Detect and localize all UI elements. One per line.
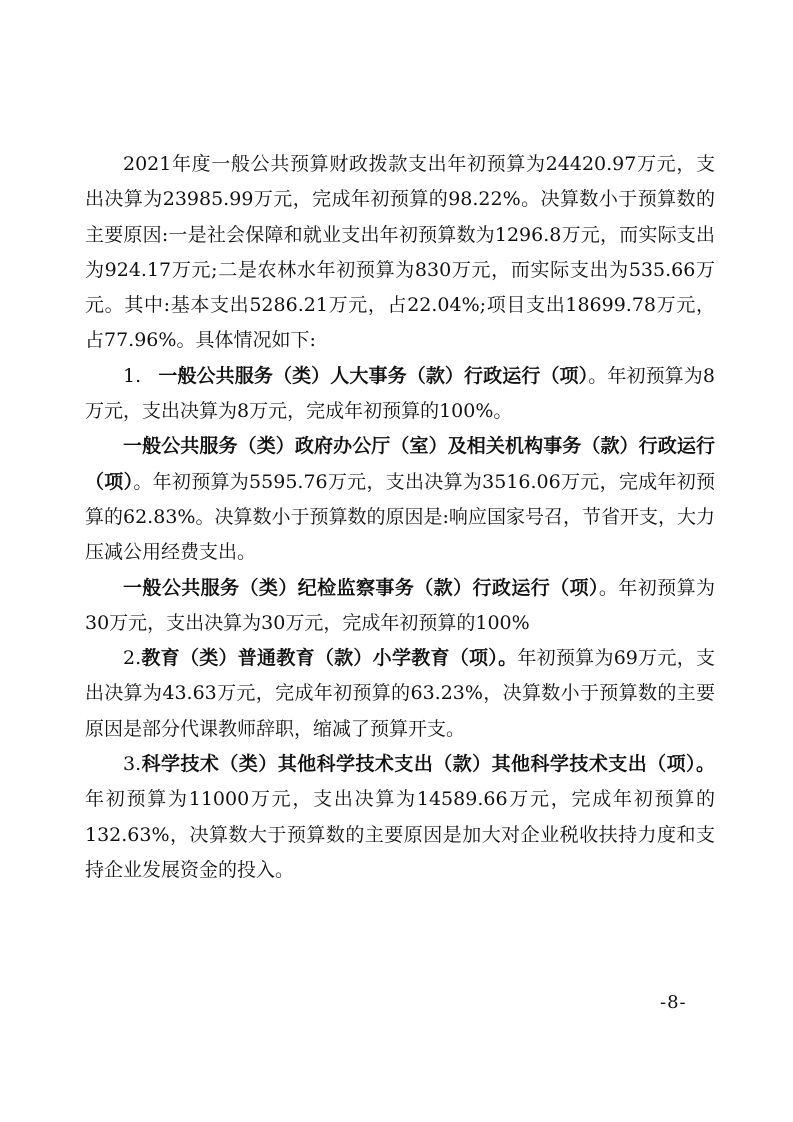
paragraph-item-1-renda bbox=[85, 359, 715, 430]
paragraph-item-1-discipline-inspection bbox=[85, 571, 715, 642]
item-heading: 科学技术（类）其他科学技术支出（款）其他科学技术支出（项）。 bbox=[141, 753, 715, 776]
document-body bbox=[85, 147, 715, 888]
paragraph-summary-text: 2021年度一般公共预算财政拨款支出年初预算为24420.97万元，支出决算为23985.99万元，完成年初预算的98.22%。决算数小于预算数的主要原因:一是社会保障和就业支出年初预算数为1296.8万元，而实际支出为924.17万元;二是农林水年初预算为830万元，而实际支出为535.66万元。其中:基本支出5286.21万元，占22.04%;项目支出18699.78万元，占77.96%。具体情况如下: bbox=[85, 153, 715, 352]
item-text: 。年初预算为5595.76万元，支出决算为3516.06万元，完成年初预算的62.83%。决算数小于预算数的原因是:响应国家号召，节省开支，大力压减公用经费支出。 bbox=[85, 470, 715, 564]
page-number: -8- bbox=[660, 992, 687, 1013]
paragraph-item-2-education bbox=[85, 641, 715, 747]
item-heading: 一般公共服务（类）政府办公厅（室）及相关机构事务（款）行政运行（项） bbox=[85, 435, 715, 493]
paragraph-summary bbox=[85, 147, 715, 359]
item-text: 年初预算为11000万元，支出决算为14589.66万元，完成年初预算的132.63%，决算数大于预算数的主要原因是加大对企业税收扶持力度和支持企业发展资金的投入。 bbox=[85, 788, 715, 881]
item-heading: 一般公共服务（类）纪检监察事务（款）行政运行（项） bbox=[123, 576, 599, 599]
item-heading: 一般公共服务（类）人大事务（款）行政运行（项） bbox=[158, 364, 589, 387]
item-number: 3. bbox=[123, 753, 142, 776]
paragraph-item-3-science bbox=[85, 747, 715, 888]
item-heading: 教育（类）普通教育（款）小学教育（项）。 bbox=[141, 647, 518, 670]
item-text: 。年初预算为8万元，支出决算为8万元，完成年初预算的100%。 bbox=[85, 364, 715, 423]
item-number: 2. bbox=[123, 647, 142, 670]
paragraph-item-1-government-office bbox=[85, 429, 715, 570]
item-number: 1. bbox=[123, 364, 142, 387]
item-text: 。年初预算为30万元，支出决算为30万元，完成年初预算的100% bbox=[85, 576, 715, 634]
item-text: 年初预算为69万元，支出决算为43.63万元，完成年初预算的63.23%，决算数小于预算数的主要原因是部分代课教师辞职，缩减了预算开支。 bbox=[85, 647, 715, 740]
